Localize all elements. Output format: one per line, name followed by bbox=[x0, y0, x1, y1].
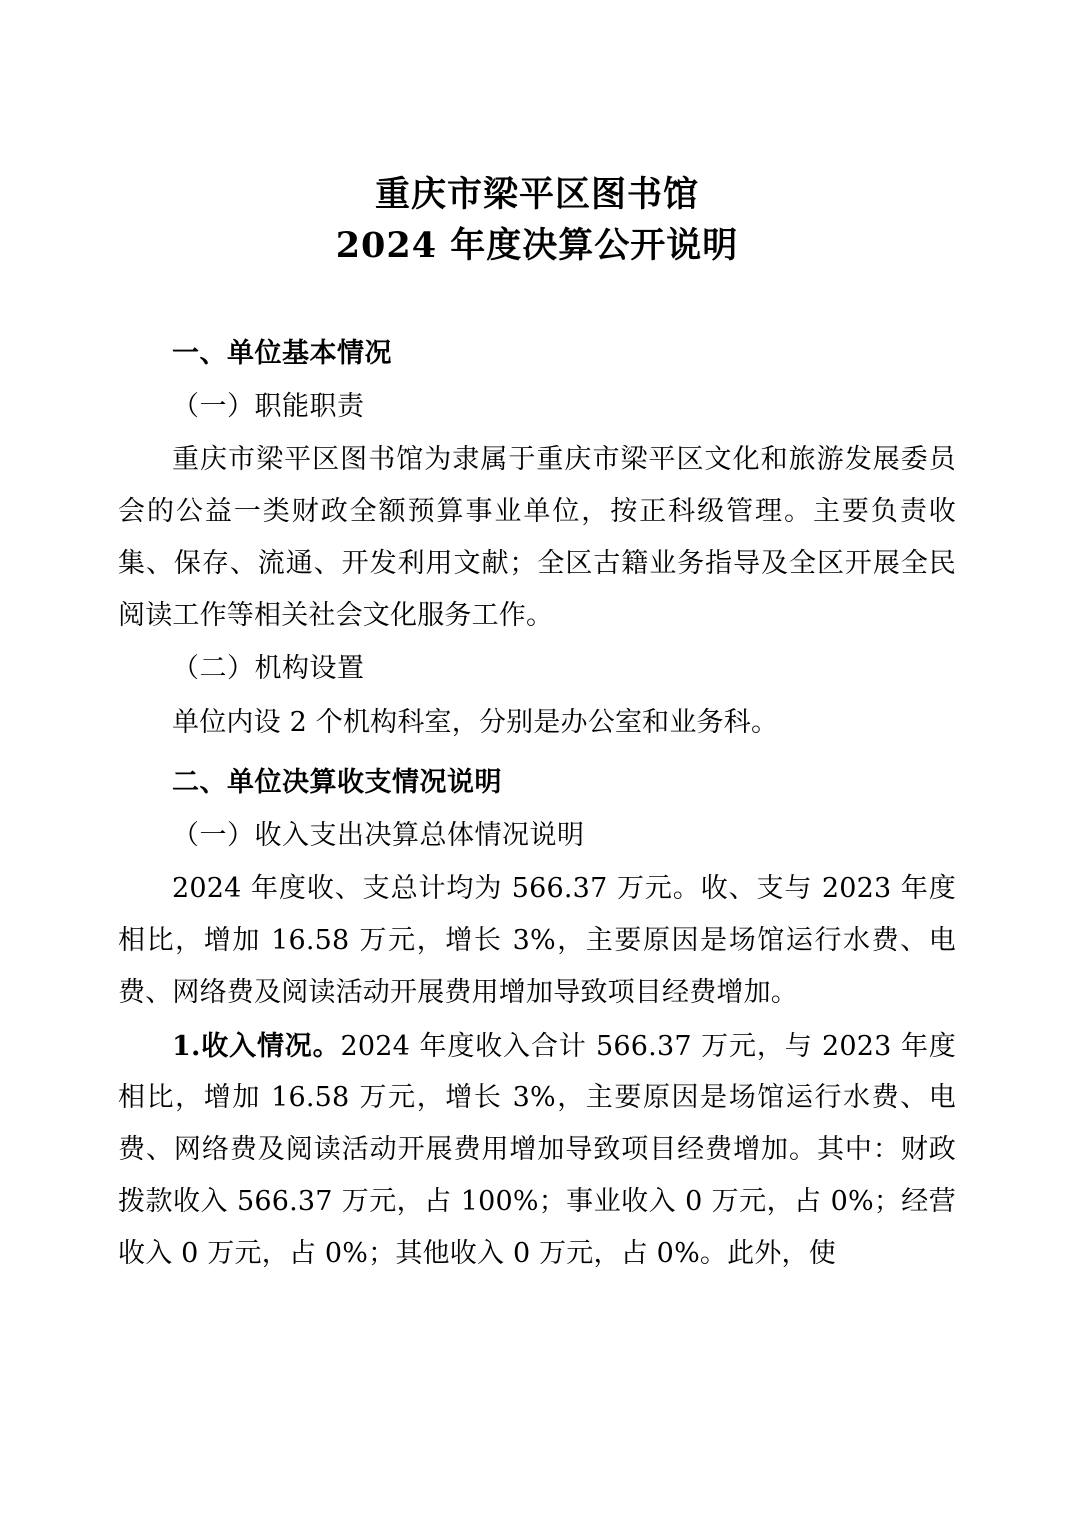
paragraph-revenue-body: 2024 年度收入合计 566.37 万元，与 2023 年度相比，增加 16.58 万元，增长 3%，主要原因是场馆运行水费、电费、网络费及阅读活动开展费用增加导致项目经费增加。其中：财政拨款收入 566.37 万元，占 100%；事业收入 0 万元，占 0%；经营收入 0 万元，占 0%；其他收入 0 万元，占 0%。此外，使 bbox=[118, 1030, 956, 1269]
subsection-heading-2-1: （一）收入支出决算总体情况说明 bbox=[172, 819, 585, 851]
title-line-2: 2024 年度决算公开说明 bbox=[335, 224, 739, 266]
section-heading-2: 二、单位决算收支情况说明 bbox=[172, 766, 502, 798]
page-title bbox=[118, 170, 956, 272]
paragraph-total-overview: 2024 年度收、支总计均为 566.37 万元。收、支与 2023 年度相比，增加 16.58 万元，增长 3%，主要原因是场馆运行水费、电费、网络费及阅读活动开展费用增加导致项目经费增加。 bbox=[118, 873, 956, 1008]
section-unit-basic-info bbox=[118, 328, 956, 749]
title-line-1: 重庆市梁平区图书馆 bbox=[374, 174, 699, 215]
paragraph-revenue-lead: 1.收入情况。 bbox=[172, 1030, 341, 1062]
subsection-heading-1-1: （一）职能职责 bbox=[172, 390, 365, 422]
section-heading-1: 一、单位基本情况 bbox=[172, 337, 392, 369]
section-budget-revenue-expenditure bbox=[118, 757, 956, 1280]
paragraph-duties: 重庆市梁平区图书馆为隶属于重庆市梁平区文化和旅游发展委员会的公益一类财政全额预算事业单位，按正科级管理。主要负责收集、保存、流通、开发利用文献；全区古籍业务指导及全区开展全民阅读工作等相关社会文化服务工作。 bbox=[118, 444, 956, 631]
paragraph-organization: 单位内设 2 个机构科室，分别是办公室和业务科。 bbox=[172, 706, 779, 738]
subsection-heading-1-2: （二）机构设置 bbox=[172, 653, 365, 685]
paragraph-revenue-detail bbox=[118, 1021, 956, 1280]
